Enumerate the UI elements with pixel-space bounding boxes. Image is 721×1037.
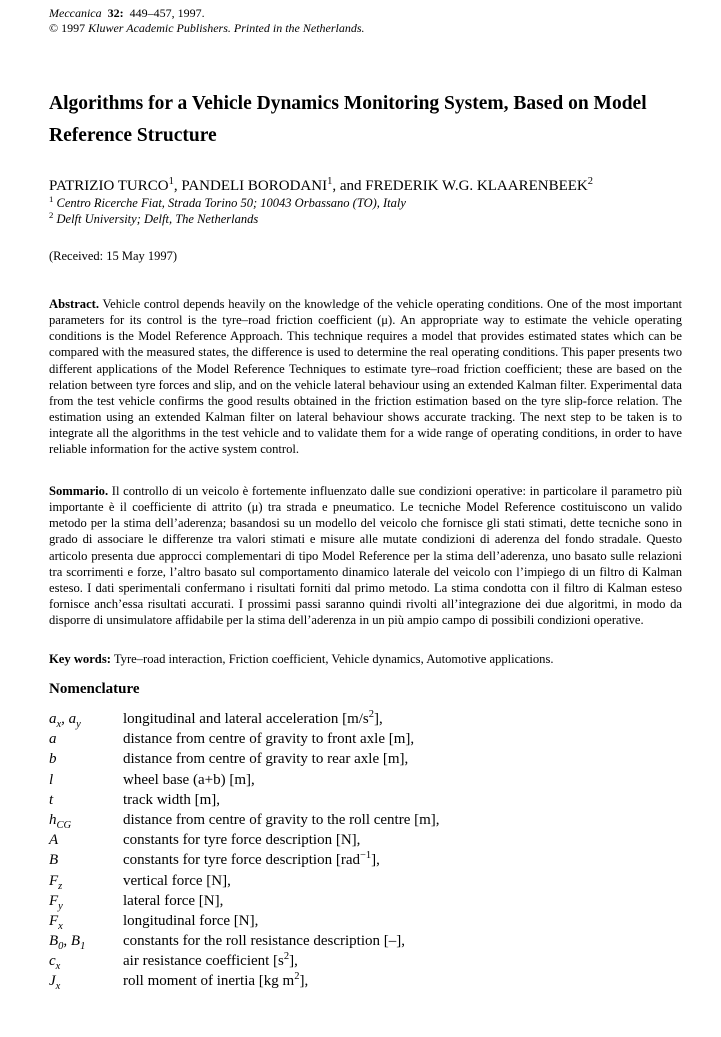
nomenclature-row bbox=[49, 951, 689, 971]
unit-exponent: 2 bbox=[294, 971, 300, 983]
description-text: track width [m], bbox=[123, 791, 221, 808]
symbol-subscript: 0 bbox=[58, 941, 64, 953]
sommario bbox=[49, 483, 682, 628]
abstract-text: Vehicle control depends heavily on the knowledge of the vehicle operating conditions. One of the most important parameters for its control is the tyre–road friction coefficient (μ). An appropriate way to estimate the vehicle operating conditions is the Model Reference Approach. This technique requires a model that provides estimated states which can be compared with the measured states, the difference is used to determine the real operating conditions. This paper presents two different applications of the Model Reference Techniques to estimate tyre–road friction coefficient; these are based on the relation between tyre forces and slip, and on the vehicle lateral behaviour using an extended Kalman filter. Experimental data from the test vehicle confirms the good results obtained in the friction estimation based on the tyre slip-force relation. The estimation using an extended Kalman filter on lateral behaviour shows accurate tracking. The next step to be taken is to integrate all the algorithms in the test vehicle and to validate them for a wide range of operating conditions, in order to have reliable information for the active system control. bbox=[49, 297, 682, 457]
nomenclature-symbol bbox=[49, 729, 123, 749]
description-text: distance from centre of gravity to the roll centre [m], bbox=[123, 811, 440, 828]
nomenclature-symbol bbox=[49, 790, 123, 810]
nomenclature-description bbox=[123, 911, 258, 931]
symbol-base: F bbox=[49, 912, 59, 929]
nomenclature-description bbox=[123, 871, 231, 891]
nomenclature-description bbox=[123, 709, 383, 729]
nomenclature-description bbox=[123, 951, 298, 971]
nomenclature-row bbox=[49, 810, 689, 830]
journal-name: Meccanica bbox=[49, 6, 102, 20]
nomenclature-description bbox=[123, 850, 380, 870]
nomenclature-symbol bbox=[49, 891, 123, 911]
author-separator: , bbox=[173, 178, 182, 194]
symbol-subscript: CG bbox=[56, 819, 72, 831]
sommario-label: Sommario. bbox=[49, 484, 109, 498]
description-text: air resistance coefficient [s bbox=[123, 953, 284, 970]
unit-exponent: 2 bbox=[283, 951, 290, 963]
nomenclature-symbol bbox=[49, 911, 123, 931]
nomenclature-description bbox=[123, 830, 360, 850]
description-text: roll moment of inertia [kg m bbox=[123, 973, 295, 990]
nomenclature-description bbox=[123, 931, 405, 951]
symbol-base: b bbox=[49, 751, 57, 768]
nomenclature-description bbox=[123, 790, 220, 810]
description-text: longitudinal and lateral acceleration [m/s bbox=[123, 711, 369, 727]
nomenclature-row bbox=[49, 871, 689, 891]
symbol-base: F bbox=[49, 892, 59, 909]
nomenclature-symbol bbox=[49, 871, 123, 891]
abstract bbox=[49, 296, 682, 458]
nomenclature-symbol bbox=[49, 850, 123, 870]
affiliation-marker: 1 bbox=[49, 193, 54, 204]
nomenclature-description bbox=[123, 810, 440, 830]
nomenclature-symbol bbox=[49, 931, 123, 951]
nomenclature-description bbox=[123, 729, 414, 749]
journal-pages-year: 449–457, 1997. bbox=[129, 6, 205, 20]
description-text: ], bbox=[371, 852, 380, 869]
nomenclature-description bbox=[123, 749, 408, 769]
symbol-base: c bbox=[49, 953, 56, 970]
publisher-name: Kluwer Academic Publishers. Printed in the Netherlands. bbox=[88, 21, 365, 35]
symbol-subscript: y bbox=[58, 900, 63, 912]
journal-volume: 32: bbox=[107, 6, 124, 20]
nomenclature-symbol bbox=[49, 830, 123, 850]
nomenclature-row bbox=[49, 749, 689, 769]
symbol-base: A bbox=[49, 832, 59, 849]
symbol-base: a bbox=[49, 711, 57, 727]
description-text: longitudinal force [N], bbox=[123, 912, 259, 929]
author-name: FREDERIK W.G. KLAARENBEEK bbox=[365, 178, 588, 194]
nomenclature-description bbox=[123, 891, 223, 911]
author-affil-marker: 2 bbox=[587, 176, 593, 187]
affiliation-1 bbox=[49, 193, 689, 211]
unit-exponent: 2 bbox=[368, 709, 374, 720]
symbol-subscript: z bbox=[58, 880, 63, 892]
nomenclature-heading: Nomenclature bbox=[49, 681, 140, 697]
symbol-subscript: x bbox=[58, 920, 63, 932]
author-list bbox=[49, 177, 689, 195]
symbol-base: B bbox=[49, 933, 59, 950]
description-text: distance from centre of gravity to rear axle [m], bbox=[123, 751, 409, 768]
author-separator: , and bbox=[332, 178, 366, 194]
nomenclature-list bbox=[49, 709, 689, 992]
symbol-subscript: x bbox=[55, 981, 61, 993]
description-text: constants for the roll resistance description [–], bbox=[123, 933, 405, 950]
description-text: wheel base (a+b) [m], bbox=[123, 771, 255, 788]
nomenclature-symbol bbox=[49, 971, 123, 991]
keywords bbox=[49, 651, 682, 667]
symbol-base: h bbox=[49, 811, 57, 828]
symbol-subscript: x bbox=[56, 719, 62, 730]
nomenclature-symbol bbox=[49, 770, 123, 790]
nomenclature-description bbox=[123, 971, 308, 991]
description-text: distance from centre of gravity to front axle [m], bbox=[123, 731, 415, 748]
nomenclature-row bbox=[49, 729, 689, 749]
author-name: PANDELI BORODANI bbox=[181, 178, 328, 194]
nomenclature-row bbox=[49, 911, 689, 931]
copyright-year: © 1997 bbox=[49, 21, 86, 35]
description-text: constants for tyre force description [N], bbox=[123, 832, 361, 849]
affiliation-text: Delft University; Delft, The Netherlands bbox=[56, 212, 259, 226]
nomenclature-symbol bbox=[49, 951, 123, 971]
symbol-base: t bbox=[49, 791, 54, 808]
description-text: ], bbox=[289, 953, 298, 970]
symbol-base: J bbox=[49, 973, 56, 990]
symbol-base: , B bbox=[63, 933, 81, 950]
nomenclature-row bbox=[49, 770, 689, 790]
description-text: ], bbox=[374, 711, 383, 727]
nomenclature-row bbox=[49, 850, 689, 870]
symbol-base: l bbox=[49, 771, 54, 788]
journal-header bbox=[49, 6, 365, 36]
nomenclature-row bbox=[49, 830, 689, 850]
nomenclature-description bbox=[123, 770, 255, 790]
description-text: lateral force [N], bbox=[123, 892, 224, 909]
description-text: vertical force [N], bbox=[123, 872, 231, 889]
affiliation-text: Centro Ricerche Fiat, Strada Torino 50; 10043 Orbassano (TO), Italy bbox=[56, 196, 406, 210]
keywords-text: Tyre–road interaction, Friction coefficient, Vehicle dynamics, Automotive applications. bbox=[113, 652, 554, 666]
symbol-subscript: x bbox=[55, 961, 61, 973]
author-affil-marker: 1 bbox=[327, 176, 333, 187]
author-affil-marker: 1 bbox=[168, 176, 174, 187]
sommario-text: Il controllo di un veicolo è fortemente influenzato dalle sue condizioni operative: in particolare il parametro più importante è il coefficiente di attrito (μ) tra strada e pneumatico. Le tecniche Model Reference costituiscono un valido metodo per la stima dell’aderenza; basandosi su un modello del veicolo che fornisce gli stati stimati, dette tecniche sono in grado di associare le differenze tra valori stimati e misure alle mutate condizioni di aderenza del fondo stradale. Questo articolo presenta due approcci complementari di tipo Model Reference per la stima dell’aderenza, uno basato sulle relazioni tra scorrimenti e forze, l’altro basato sul comportamento dinamico laterale del veicolo con l’impiego di un filtro di Kalman esteso. I dati sperimentali confermano i risultati forniti dal primo metodo. La stima condotta con il filtro di Kalman esteso fornisce anch’essa risultati accurati. I prossimi passi saranno quindi rivolti all’integrazione dei due algoritmi, in modo da disporre di unsimulatore affidabile per la stima dell’aderenza in un più ampio campo di possibili condizioni operative. bbox=[49, 484, 682, 628]
symbol-subscript: 1 bbox=[80, 941, 86, 953]
nomenclature-row bbox=[49, 709, 689, 729]
symbol-base: a bbox=[49, 731, 57, 748]
nomenclature-row bbox=[49, 971, 689, 991]
copyright-line bbox=[49, 21, 365, 36]
unit-exponent: −1 bbox=[360, 850, 372, 862]
symbol-base: F bbox=[49, 872, 59, 889]
description-text: ], bbox=[299, 973, 309, 990]
author-name: PATRIZIO TURCO bbox=[49, 178, 169, 194]
keywords-label: Key words: bbox=[49, 652, 111, 666]
affiliation-marker: 2 bbox=[49, 209, 54, 220]
affiliation-2 bbox=[49, 209, 689, 227]
received-date: (Received: 15 May 1997) bbox=[49, 249, 178, 263]
nomenclature-row bbox=[49, 790, 689, 810]
paper-title: Algorithms for a Vehicle Dynamics Monitoring System, Based on Model Reference Structure bbox=[49, 93, 647, 146]
abstract-label: Abstract. bbox=[49, 297, 100, 311]
nomenclature-symbol bbox=[49, 709, 123, 729]
description-text: constants for tyre force description [rad bbox=[123, 852, 360, 869]
nomenclature-row bbox=[49, 891, 689, 911]
nomenclature-row bbox=[49, 931, 689, 951]
symbol-base: B bbox=[49, 852, 59, 869]
nomenclature-symbol bbox=[49, 749, 123, 769]
nomenclature-symbol bbox=[49, 810, 123, 830]
symbol-base: , a bbox=[61, 711, 77, 727]
symbol-subscript: y bbox=[76, 719, 81, 730]
citation-line bbox=[49, 6, 365, 21]
